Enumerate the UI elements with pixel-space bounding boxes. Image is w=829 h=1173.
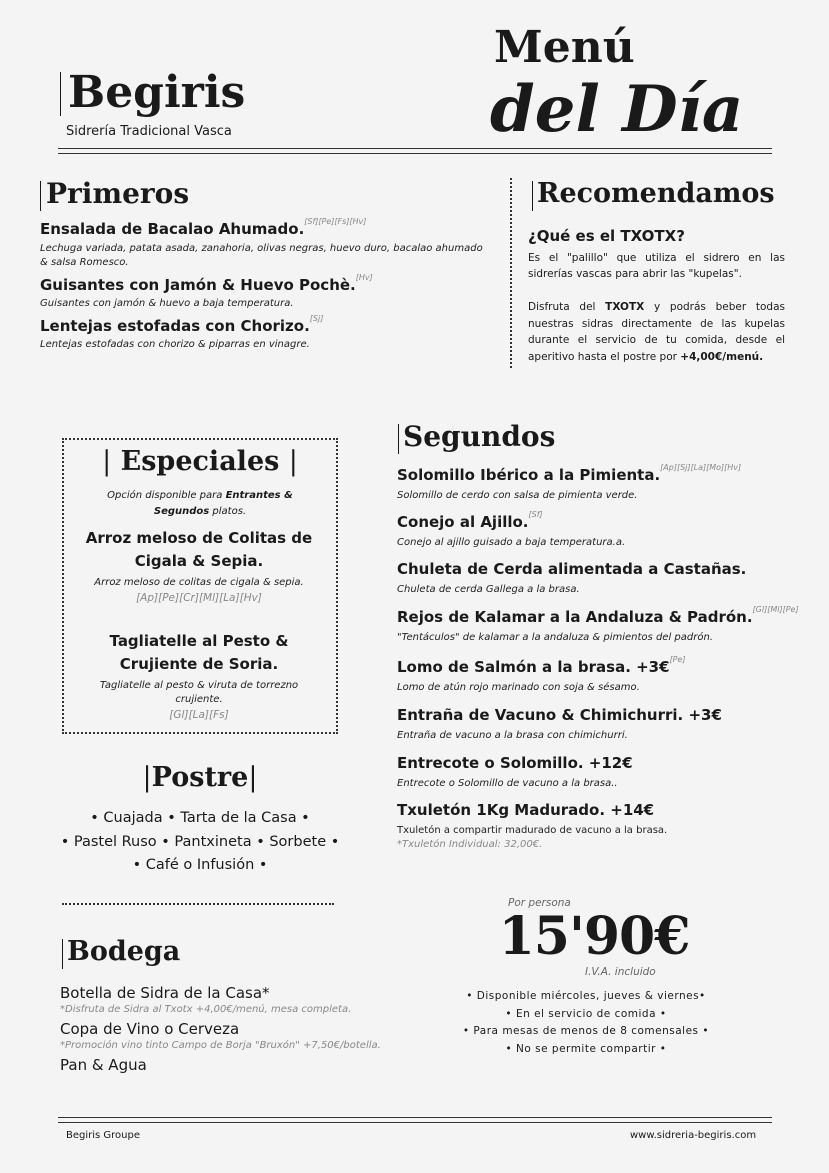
dish-desc: Guisantes con jamón & huevo a baja temperatura. — [40, 298, 294, 309]
note-c: platos. — [209, 506, 247, 517]
condition-line: • Disponible miércoles, jueves & viernes• — [466, 990, 706, 1002]
txotx-p1: Es el "palillo" que utiliza el sidrero en las sidrerías vascas para abrir las "kupelas". — [528, 252, 785, 280]
menu-heading: Menú — [494, 22, 635, 73]
segundos-list — [397, 463, 817, 852]
dish-desc: Chuleta de cerda Gallega a la brasa. — [397, 584, 580, 595]
allergens: [Gl][Ml][Pe] — [752, 605, 799, 614]
postre-line: • Café o Infusión • — [132, 857, 268, 873]
footer-left: Begiris Groupe — [66, 1130, 141, 1141]
list-item — [40, 314, 490, 352]
price-amount: 15'90€ — [498, 906, 690, 967]
dish-desc: Solomillo de cerdo con salsa de pimienta verde. — [397, 490, 638, 501]
primeros-bar — [40, 181, 41, 211]
price-label: Por persona — [508, 897, 571, 909]
special-item — [82, 630, 316, 723]
dish-desc: Entraña de vacuno a la brasa con chimichurri. — [397, 730, 628, 741]
dish-name: Lentejas estofadas con Chorizo. — [40, 317, 310, 335]
dish-name: Arroz meloso de Colitas de Cigala & Sepia. — [85, 529, 313, 570]
segundos-title: Segundos — [403, 420, 556, 453]
allergens: [Gl][La][Fs] — [169, 709, 229, 721]
postre-line: • Cuajada • Tarta de la Casa • — [90, 810, 310, 826]
list-item — [397, 510, 817, 560]
drink-name: Botella de Sidra de la Casa* — [60, 984, 270, 1002]
txuleton-footnote: *Txuletón Individual: 32,00€. — [397, 839, 543, 850]
allergens: [Ap][Sj][La][Mo][Hv] — [660, 463, 742, 472]
dish-name: Guisantes con Jamón & Huevo Pochè. — [40, 276, 356, 294]
txotx-question: ¿Qué es el TXOTX? — [528, 227, 685, 245]
dish-desc: Lomo de atún rojo marinado con soja & sésamo. — [397, 682, 640, 693]
list-item — [397, 655, 817, 706]
dish-desc: Lechuga variada, patata asada, zanahoria, olivas negras, huevo duro, bacalao ahumado & salsa Romesco. — [40, 243, 483, 268]
brand-name: Begiris — [68, 67, 246, 118]
dish-name: Entrecote o Solomillo. +12€ — [397, 754, 633, 772]
bodega-bar — [62, 939, 63, 969]
price-conditions — [440, 988, 732, 1058]
condition-line: • Para mesas de menos de 8 comensales • — [462, 1025, 710, 1037]
bodega-list — [60, 983, 440, 1075]
dish-name: Conejo al Ajillo. — [397, 513, 529, 531]
primeros-list — [40, 217, 490, 352]
drink-name: Pan & Agua — [60, 1056, 147, 1074]
txotx-p2-c: y podrás beber todas nuestras sidras directamente de las kupelas durante el servicio de tu comida, desde el aperitivo hasta el postre por — [528, 301, 785, 363]
allergens: [Sf] — [528, 510, 543, 519]
del-dia-heading: del Día — [490, 72, 744, 147]
dish-name: Lomo de Salmón a la brasa. +3€ — [397, 658, 670, 676]
list-item — [397, 706, 817, 754]
drink-note: *Disfruta de Sidra al Txotx +4,00€/menú, mesa completa. — [60, 1004, 352, 1015]
brand-bar — [60, 72, 61, 116]
primeros-title: Primeros — [46, 177, 190, 210]
especiales-title: | Especiales | — [102, 446, 298, 477]
list-item — [40, 217, 490, 270]
txotx-p2-b: TXOTX — [605, 301, 645, 313]
recomendamos-bar — [532, 181, 533, 211]
allergens: [Ap][Pe][Cr][Ml][La][Hv] — [136, 592, 262, 604]
list-item — [397, 560, 817, 608]
postre-divider — [62, 903, 334, 905]
dish-name: Solomillo Ibérico a la Pimienta. — [397, 466, 661, 484]
special-item — [82, 527, 316, 606]
dish-desc: Entrecote o Solomillo de vacuno a la brasa.. — [397, 778, 618, 789]
dish-name: Chuleta de Cerda alimentada a Castañas. — [397, 560, 747, 578]
condition-line: • No se permite compartir • — [505, 1042, 667, 1055]
allergens: [Pe] — [669, 655, 686, 664]
dish-name: Entraña de Vacuno & Chimichurri. +3€ — [397, 706, 722, 724]
note-a: Opción disponible para — [107, 490, 226, 501]
dish-name: Tagliatelle al Pesto & Crujiente de Soria. — [109, 632, 289, 673]
condition-line: • En el servicio de comida • — [505, 1007, 667, 1020]
postre-list — [40, 807, 360, 878]
header-divider — [58, 148, 772, 149]
note-b: Entrantes & Segundos — [153, 490, 293, 517]
dish-desc: Conejo al ajillo guisado a baja temperatura.a. — [397, 537, 626, 548]
price-tax: I.V.A. incluido — [585, 966, 656, 978]
txotx-p2-d: +4,00€/menú. — [680, 350, 764, 363]
list-item — [397, 605, 817, 658]
especiales-title-text: Especiales — [120, 446, 280, 477]
dish-desc: "Tentáculos" de kalamar a la andaluza & pimientos del padrón. — [397, 632, 713, 643]
dish-name: Txuletón 1Kg Madurado. +14€ — [397, 801, 655, 819]
list-item — [40, 273, 490, 311]
postre-line: • Pastel Ruso • Pantxineta • Sorbete • — [60, 833, 340, 850]
allergens: [Hv] — [355, 273, 373, 282]
drink-name: Copa de Vino o Cerveza — [60, 1020, 240, 1038]
allergens: [Sf][Pe][Fs][Hv] — [304, 217, 367, 226]
list-item — [397, 801, 817, 852]
header-divider-2 — [58, 153, 772, 154]
list-item — [397, 463, 817, 513]
postre-title: |Postre| — [142, 762, 258, 793]
dish-desc: Lentejas estofadas con chorizo & piparras en vinagre. — [40, 339, 310, 350]
footer-divider-2 — [58, 1122, 772, 1123]
recomendamos-divider — [510, 178, 512, 368]
segundos-bar — [398, 424, 399, 454]
bodega-title: Bodega — [67, 936, 181, 967]
brand-subtitle: Sidrería Tradicional Vasca — [66, 124, 232, 139]
footer-divider — [58, 1117, 772, 1118]
allergens: [Sj] — [309, 314, 324, 323]
txotx-p2-a: Disfruta del — [528, 301, 606, 313]
dish-desc: Arroz meloso de colitas de cigala & sepia. — [94, 577, 304, 588]
especiales-note — [96, 488, 304, 520]
txotx-p2 — [528, 299, 785, 365]
dish-name: Ensalada de Bacalao Ahumado. — [40, 220, 305, 238]
drink-note: *Promoción vino tinto Campo de Borja "Bruxón" +7,50€/botella. — [60, 1040, 381, 1051]
dish-desc: Txuletón a compartir madurado de vacuno a la brasa. — [397, 825, 668, 836]
list-item — [397, 754, 817, 801]
recomendamos-title: Recomendamos — [537, 178, 775, 209]
dish-desc: Tagliatelle al pesto & viruta de torrezno crujiente. — [99, 680, 299, 705]
dish-name: Rejos de Kalamar a la Andaluza & Padrón. — [397, 608, 753, 626]
footer-website-link[interactable]: www.sidreria-begiris.com — [630, 1130, 757, 1141]
postre-title-text: Postre — [151, 762, 249, 793]
